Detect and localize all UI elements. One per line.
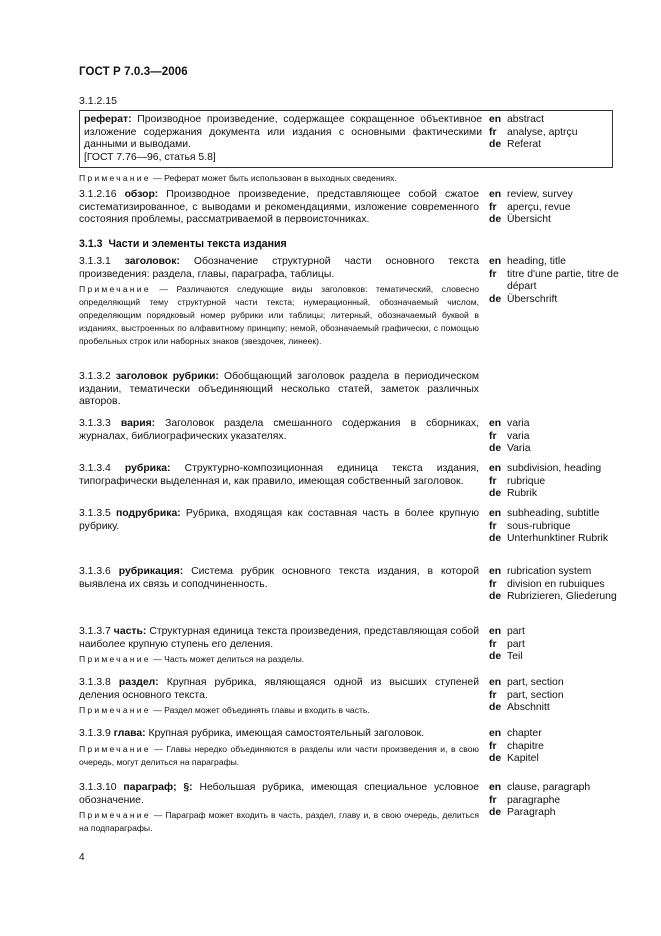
lang-code: de: [489, 533, 502, 545]
note-text: — Часть может делиться на разделы.: [150, 654, 305, 665]
lang-code: fr: [489, 794, 497, 806]
note-label: Примечание: [79, 810, 151, 821]
note-text: — Главы нередко объединяются в разделы или части произведения и, в свою очередь, могут делиться на параграфы.: [79, 743, 479, 767]
definition: Крупная рубрика, имеющая самостоятельный заголовок.: [145, 728, 425, 739]
lang-code: fr: [489, 689, 497, 701]
definition: Обозначение структурной части основного текста произведения: раздела, главы, параграфа, таблицы.: [79, 256, 480, 280]
lang-code: en: [489, 418, 502, 429]
equivalent: Rubrik: [507, 488, 538, 500]
equivalent: Teil: [507, 651, 523, 663]
source-ref: [ГОСТ 7.76—96, статья 5.8]: [84, 151, 216, 163]
page-number: 4: [79, 852, 85, 863]
entry-rubrication: [79, 566, 479, 591]
clause-number: 3.1.3.6: [79, 566, 111, 577]
equivalent: part: [507, 626, 525, 637]
equivalent: clause, paragraph: [507, 782, 591, 793]
equivalent: part: [507, 638, 525, 650]
equivalent: subdivision, heading: [507, 463, 602, 474]
equivalents-review: [489, 189, 619, 227]
entry-part: [79, 626, 479, 666]
lang-code: fr: [489, 520, 497, 532]
equivalent: Abschnitt: [507, 702, 550, 714]
definition: Производное произведение, представляющее собой сжатое систематизированное, с выводами и рекомендациями, изложение современного состояния проблемы, рассматриваемой в первоисточниках.: [79, 189, 480, 226]
equivalents-subrubric: [489, 508, 619, 546]
equivalent: rubrication system: [507, 566, 592, 577]
note-text: — Раздел может объединять главы и входить в часть.: [150, 705, 370, 716]
term: обзор:: [124, 189, 159, 200]
document-header: ГОСТ Р 7.0.3—2006: [79, 66, 188, 78]
entry-paragraph: [79, 782, 479, 835]
term: заголовок:: [124, 256, 180, 267]
equivalent: Paragraph: [507, 807, 556, 819]
lang-code: en: [489, 256, 502, 267]
lang-code: fr: [489, 740, 497, 752]
equivalent: Referat: [507, 139, 542, 151]
entry-abstract: [84, 114, 482, 164]
lang-code: fr: [489, 268, 497, 280]
lang-code: en: [489, 728, 502, 739]
equivalent: division en rubuiques: [507, 578, 605, 590]
lang-code: en: [489, 566, 502, 577]
lang-code: de: [489, 214, 502, 226]
term: глава:: [113, 728, 146, 739]
note-label: Примечание: [79, 654, 151, 665]
entry-rubric-heading: [79, 371, 479, 409]
entry-rubric: [79, 463, 479, 488]
entry-subrubric: [79, 508, 479, 533]
lang-code: de: [489, 488, 502, 500]
lang-code: de: [489, 591, 502, 603]
equivalent: rubrique: [507, 475, 546, 487]
term: рубрика:: [124, 463, 171, 474]
equivalent: varia: [507, 418, 530, 429]
equivalent: subheading, subtitle: [507, 508, 600, 519]
note-section: [79, 704, 479, 717]
definition: Система рубрик основного текста издания, в которой выявлена их связь и соподчиненность.: [79, 566, 479, 590]
lang-code: en: [489, 508, 502, 519]
note-abstract: [79, 172, 559, 185]
entry-chapter: [79, 728, 479, 769]
definition: Заголовок раздела смешанного содержания в сборниках, журналах, библиографических указателях.: [79, 418, 479, 442]
term: подрубрика:: [116, 508, 181, 519]
note-text: — Реферат может быть использован в выходных сведениях.: [150, 173, 397, 183]
lang-code: fr: [489, 475, 497, 487]
equivalents-abstract: [489, 114, 619, 152]
equivalent: Überschrift: [507, 293, 558, 305]
definition: Обобщающий заголовок раздела в периодическом издании, тематически объединяющий несколько статей, заметок различных авторов.: [79, 371, 480, 408]
lang-code: de: [489, 651, 502, 663]
equivalent: Kapitel: [507, 753, 539, 765]
equivalent: aperçu, revue: [507, 201, 571, 213]
section-number: 3.1.3: [79, 238, 103, 250]
equivalents-varia: [489, 418, 619, 456]
lang-code: en: [489, 189, 502, 200]
equivalent: part, section: [507, 689, 564, 701]
term: заголовок рубрики:: [115, 371, 219, 382]
equivalent: Unterhunktiner Rubrik: [507, 533, 609, 545]
lang-code: de: [489, 753, 502, 765]
equivalent: chapitre: [507, 740, 544, 752]
clause-number: 3.1.3.5: [79, 508, 111, 519]
equivalents-heading: [489, 256, 619, 306]
definition: Структурная единица текста произведения, представляющая собой наиболее крупную ступень его деления.: [79, 626, 480, 650]
lang-code: en: [489, 463, 502, 474]
note-heading: [79, 283, 479, 348]
equivalents-part: [489, 626, 619, 664]
equivalent: analyse, aptrçu: [507, 126, 578, 138]
definition: Структурно-композиционная единица текста издания, типографически выделенная и, как правило, имеющая собственный заголовок.: [79, 463, 480, 487]
term: реферат:: [84, 114, 132, 125]
clause-number: 3.1.3.9: [79, 728, 111, 739]
clause-number: 3.1.3.1: [79, 256, 111, 267]
equivalent: chapter: [507, 728, 542, 739]
note-label: Примечание: [79, 705, 151, 716]
note-chapter: [79, 743, 479, 769]
equivalent: Übersicht: [507, 214, 551, 226]
equivalent: abstract: [507, 114, 544, 125]
note-label: Примечание: [79, 284, 151, 295]
equivalent: varia: [507, 430, 530, 442]
note-label: Примечание: [79, 743, 151, 754]
definition: Небольшая рубрика, имеющая специальное условное обозначение.: [79, 782, 480, 806]
section-title: Части и элементы текста издания: [108, 238, 287, 250]
section-heading: [79, 238, 287, 250]
entry-review: [79, 189, 479, 227]
term: рубрикация:: [118, 566, 184, 577]
clause-number: 3.1.3.4: [79, 463, 111, 474]
term: раздел:: [118, 677, 159, 688]
note-paragraph: [79, 809, 479, 835]
note-text: — Различаются следующие виды заголовков: тематический, словесно определяющий тему структурной части текста; нумерационный, обозначаемый числом, определяющим порядковый номер рубрики или таблицы; литерный, обозначаемый буквой в изданиях, выстроенных по алфавитному принципу; немой, обозначаемый графически, с помощью пробельных строк или наборных знаков (звездочек, линеек).: [79, 284, 479, 347]
equivalent: paragraphe: [507, 794, 561, 806]
lang-code: de: [489, 807, 502, 819]
equivalent: Rubrizieren, Gliederung: [507, 591, 617, 603]
clause-number: 3.1.3.8: [79, 677, 111, 688]
clause-number: 3.1.3.3: [79, 418, 111, 429]
lang-code: fr: [489, 638, 497, 650]
entry-varia: [79, 418, 479, 443]
clause-number: 3.1.2.15: [79, 95, 117, 107]
entry-section: [79, 677, 479, 717]
lang-code: de: [489, 443, 502, 455]
note-text: — Параграф может входить в часть, раздел, главу и, в свою очередь, делиться на подпараграфы.: [79, 810, 479, 834]
equivalents-rubric: [489, 463, 619, 501]
lang-code: en: [489, 114, 502, 125]
entry-heading: [79, 256, 479, 348]
equivalent: titre d'une partie, titre de départ: [507, 268, 619, 293]
equivalents-paragraph: [489, 782, 619, 820]
lang-code: fr: [489, 578, 497, 590]
lang-code: fr: [489, 430, 497, 442]
lang-code: en: [489, 677, 502, 688]
lang-code: fr: [489, 201, 497, 213]
equivalent: sous-rubrique: [507, 520, 571, 532]
note-part: [79, 653, 479, 666]
equivalent: review, survey: [507, 189, 573, 200]
lang-code: fr: [489, 126, 497, 138]
lang-code: de: [489, 139, 502, 151]
equivalent: heading, title: [507, 256, 566, 267]
clause-number: 3.1.3.7: [79, 626, 111, 637]
equivalents-chapter: [489, 728, 619, 766]
lang-code: en: [489, 626, 502, 637]
equivalent: Varia: [507, 443, 531, 455]
term: параграф; §:: [123, 782, 193, 793]
definition: Рубрика, входящая как составная часть в более крупную рубрику.: [79, 508, 479, 532]
definition: Производное произведение, содержащее сокращенное объективное изложение содержания документа или издания с основными фактическими данными и выводами.: [84, 114, 482, 151]
equivalents-rubrication: [489, 566, 619, 604]
equivalents-section: [489, 677, 619, 715]
clause-number: 3.1.2.16: [79, 189, 117, 200]
note-label: Примечание: [79, 173, 151, 183]
term: часть:: [113, 626, 147, 637]
lang-code: de: [489, 293, 502, 305]
term: вария:: [120, 418, 156, 429]
equivalent: part, section: [507, 677, 564, 688]
lang-code: en: [489, 782, 502, 793]
lang-code: de: [489, 702, 502, 714]
clause-number: 3.1.3.2: [79, 371, 111, 382]
definition: Крупная рубрика, являющаяся одной из высших ступеней деления основного текста.: [79, 677, 479, 701]
clause-number: 3.1.3.10: [79, 782, 117, 793]
